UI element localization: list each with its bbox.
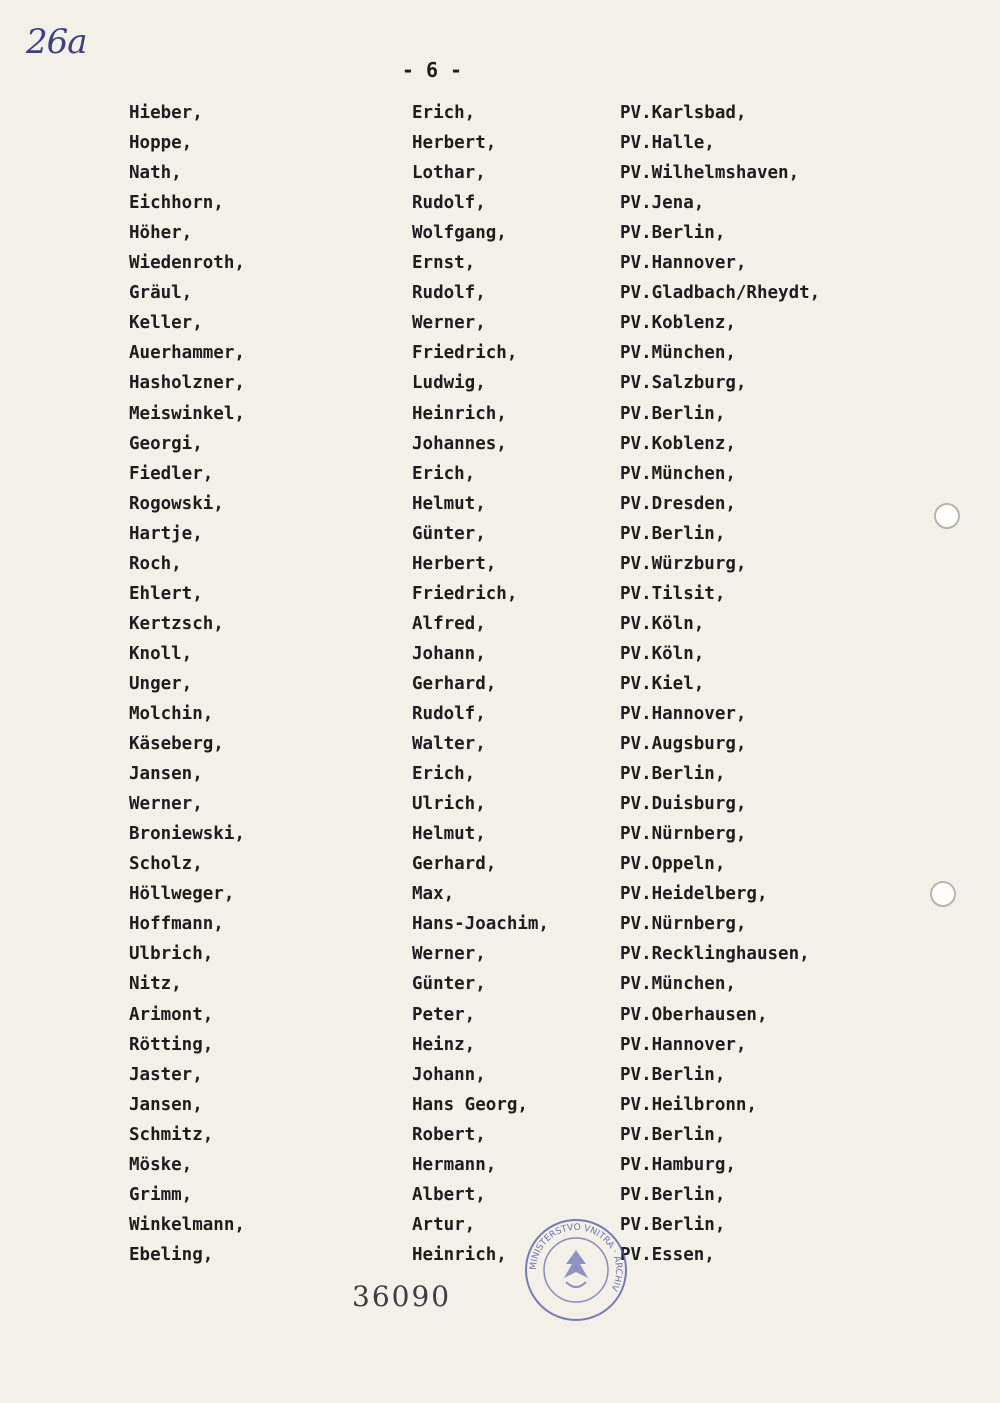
list-row: [0, 879, 1000, 909]
location-cell: PV.Salzburg,: [620, 373, 747, 394]
surname-cell: Meiswinkel,: [129, 403, 245, 424]
first-name-cell: Hermann,: [412, 1154, 497, 1175]
list-row: [0, 819, 1000, 849]
surname-cell: Knoll,: [129, 643, 193, 664]
location-cell: PV.Duisburg,: [620, 794, 747, 815]
list-row: [0, 1150, 1000, 1180]
list-row: [0, 399, 1000, 429]
first-name-cell: Friedrich,: [412, 583, 518, 604]
surname-cell: Höllweger,: [129, 884, 235, 905]
surname-cell: Käseberg,: [129, 734, 224, 755]
first-name-cell: Lothar,: [412, 163, 486, 184]
first-name-cell: Werner,: [412, 944, 486, 965]
list-row: [0, 218, 1000, 248]
list-row: [0, 338, 1000, 368]
surname-cell: Scholz,: [129, 854, 203, 875]
location-cell: PV.Köln,: [620, 643, 705, 664]
list-row: [0, 519, 1000, 549]
first-name-cell: Ludwig,: [412, 373, 486, 394]
surname-cell: Fiedler,: [129, 463, 214, 484]
surname-cell: Jansen,: [129, 764, 203, 785]
first-name-cell: Johann,: [412, 1064, 486, 1085]
list-row: [0, 1240, 1000, 1270]
first-name-cell: Albert,: [412, 1184, 486, 1205]
list-row: [0, 579, 1000, 609]
surname-cell: Möske,: [129, 1154, 193, 1175]
first-name-cell: Hans Georg,: [412, 1094, 528, 1115]
list-row: [0, 1030, 1000, 1060]
surname-cell: Jansen,: [129, 1094, 203, 1115]
page-number: - 6 -: [401, 58, 463, 82]
surname-cell: Höher,: [129, 223, 193, 244]
surname-cell: Hoppe,: [129, 133, 193, 154]
location-cell: PV.Nürnberg,: [620, 914, 747, 935]
punch-hole-top: [934, 503, 960, 529]
location-cell: PV.Berlin,: [620, 403, 726, 424]
list-row: [0, 939, 1000, 969]
archive-seal-stamp: [522, 1216, 630, 1324]
list-row: [0, 248, 1000, 278]
first-name-cell: Günter,: [412, 523, 486, 544]
surname-cell: Keller,: [129, 313, 203, 334]
first-name-cell: Ulrich,: [412, 794, 486, 815]
handwritten-page-mark: 26a: [26, 22, 87, 62]
first-name-cell: Herbert,: [412, 133, 497, 154]
first-name-cell: Herbert,: [412, 553, 497, 574]
first-name-cell: Rudolf,: [412, 283, 486, 304]
location-cell: PV.Hannover,: [620, 704, 747, 724]
location-cell: PV.Köln,: [620, 613, 705, 634]
list-row: [0, 278, 1000, 308]
surname-cell: Georgi,: [129, 433, 203, 454]
location-cell: PV.Kiel,: [620, 673, 705, 694]
surname-cell: Rötting,: [129, 1034, 214, 1055]
first-name-cell: Helmut,: [412, 493, 486, 514]
first-name-cell: Robert,: [412, 1124, 486, 1145]
list-row: [0, 609, 1000, 639]
list-row: [0, 549, 1000, 579]
first-name-cell: Johann,: [412, 643, 486, 664]
location-cell: PV.Koblenz,: [620, 313, 736, 334]
location-cell: PV.Koblenz,: [620, 433, 736, 454]
list-row: [0, 429, 1000, 459]
first-name-cell: Erich,: [412, 764, 476, 785]
list-row: [0, 98, 1000, 128]
list-row: [0, 188, 1000, 218]
first-name-cell: Walter,: [412, 734, 486, 755]
list-row: [0, 969, 1000, 999]
surname-cell: Ulbrich,: [129, 944, 214, 965]
list-row: [0, 489, 1000, 519]
location-cell: PV.Würzburg,: [620, 553, 747, 574]
location-cell: PV.Gladbach/Rheydt,: [620, 283, 821, 304]
first-name-cell: Helmut,: [412, 824, 486, 845]
location-cell: PV.Hannover,: [620, 1034, 747, 1055]
punch-hole-bottom: [930, 881, 956, 907]
list-row: [0, 128, 1000, 158]
location-cell: PV.Heilbronn,: [620, 1094, 757, 1115]
surname-cell: Winkelmann,: [129, 1214, 245, 1235]
list-row: [0, 308, 1000, 338]
list-row: [0, 1090, 1000, 1120]
surname-cell: Ehlert,: [129, 583, 203, 604]
list-row: [0, 1120, 1000, 1150]
surname-cell: Hasholzner,: [129, 373, 245, 394]
location-cell: PV.Oppeln,: [620, 854, 726, 875]
surname-cell: Arimont,: [129, 1004, 214, 1025]
location-cell: PV.Karlsbad,: [620, 103, 747, 123]
location-cell: PV.Wilhelmshaven,: [620, 163, 800, 184]
list-row: [0, 639, 1000, 669]
first-name-cell: Rudolf,: [412, 193, 486, 214]
first-name-cell: Johannes,: [412, 433, 507, 454]
surname-cell: Molchin,: [129, 704, 214, 724]
location-cell: PV.Berlin,: [620, 1214, 726, 1235]
first-name-cell: Wolfgang,: [412, 223, 507, 244]
first-name-cell: Ernst,: [412, 253, 476, 274]
first-name-cell: Max,: [412, 884, 455, 905]
first-name-cell: Heinz,: [412, 1034, 476, 1055]
first-name-cell: Gerhard,: [412, 673, 497, 694]
location-cell: PV.Tilsit,: [620, 583, 726, 604]
first-name-cell: Werner,: [412, 313, 486, 334]
location-cell: PV.München,: [620, 974, 736, 995]
surname-cell: Eichhorn,: [129, 193, 224, 214]
list-row: [0, 1210, 1000, 1240]
list-row: [0, 158, 1000, 188]
location-cell: PV.Hannover,: [620, 253, 747, 274]
list-row: [0, 1000, 1000, 1030]
list-row: [0, 909, 1000, 939]
first-name-cell: Rudolf,: [412, 704, 486, 724]
surname-cell: Kertzsch,: [129, 613, 224, 634]
surname-cell: Ebeling,: [129, 1244, 214, 1265]
surname-cell: Schmitz,: [129, 1124, 214, 1145]
first-name-cell: Artur,: [412, 1214, 476, 1235]
first-name-cell: Gerhard,: [412, 854, 497, 875]
list-row: [0, 789, 1000, 819]
first-name-cell: Peter,: [412, 1004, 476, 1025]
location-cell: PV.Berlin,: [620, 1124, 726, 1145]
location-cell: PV.Recklinghausen,: [620, 944, 810, 965]
surname-cell: Nath,: [129, 163, 182, 184]
location-cell: PV.Berlin,: [620, 223, 726, 244]
first-name-cell: Heinrich,: [412, 1244, 507, 1265]
surname-cell: Broniewski,: [129, 824, 245, 845]
list-row: [0, 459, 1000, 489]
list-row: [0, 729, 1000, 759]
location-cell: PV.München,: [620, 343, 736, 364]
list-row: [0, 759, 1000, 789]
location-cell: PV.Essen,: [620, 1244, 715, 1265]
first-name-cell: Friedrich,: [412, 343, 518, 364]
archive-stamp-number: 36090: [352, 1280, 452, 1313]
surname-cell: Grimm,: [129, 1184, 193, 1205]
list-row: [0, 1180, 1000, 1210]
location-cell: PV.Heidelberg,: [620, 884, 768, 905]
list-row: [0, 699, 1000, 729]
first-name-cell: Günter,: [412, 974, 486, 995]
location-cell: PV.Berlin,: [620, 523, 726, 544]
location-cell: PV.Nürnberg,: [620, 824, 747, 845]
location-cell: PV.Berlin,: [620, 1184, 726, 1205]
first-name-cell: Hans-Joachim,: [412, 914, 549, 935]
surname-cell: Hartje,: [129, 523, 203, 544]
location-cell: PV.München,: [620, 463, 736, 484]
list-row: [0, 669, 1000, 699]
surname-cell: Gräul,: [129, 283, 193, 304]
first-name-cell: Erich,: [412, 463, 476, 484]
surname-cell: Jaster,: [129, 1064, 203, 1085]
surname-cell: Unger,: [129, 673, 193, 694]
location-cell: PV.Jena,: [620, 193, 705, 214]
location-cell: PV.Oberhausen,: [620, 1004, 768, 1025]
first-name-cell: Alfred,: [412, 613, 486, 634]
list-row: [0, 1060, 1000, 1090]
surname-cell: Rogowski,: [129, 493, 224, 514]
seal-text: MINISTERSTVO VNITRA · ARCHIV: [528, 1222, 624, 1293]
first-name-cell: Heinrich,: [412, 403, 507, 424]
surname-cell: Hieber,: [129, 103, 203, 123]
location-cell: PV.Berlin,: [620, 764, 726, 785]
surname-cell: Roch,: [129, 553, 182, 574]
surname-cell: Werner,: [129, 794, 203, 815]
location-cell: PV.Halle,: [620, 133, 715, 154]
list-row: [0, 849, 1000, 879]
location-cell: PV.Berlin,: [620, 1064, 726, 1085]
surname-cell: Auerhammer,: [129, 343, 245, 364]
location-cell: PV.Hamburg,: [620, 1154, 736, 1175]
surname-cell: Wiedenroth,: [129, 253, 245, 274]
first-name-cell: Erich,: [412, 103, 476, 123]
location-cell: PV.Augsburg,: [620, 734, 747, 755]
location-cell: PV.Dresden,: [620, 493, 736, 514]
surname-cell: Nitz,: [129, 974, 182, 995]
surname-cell: Hoffmann,: [129, 914, 224, 935]
list-row: [0, 368, 1000, 398]
